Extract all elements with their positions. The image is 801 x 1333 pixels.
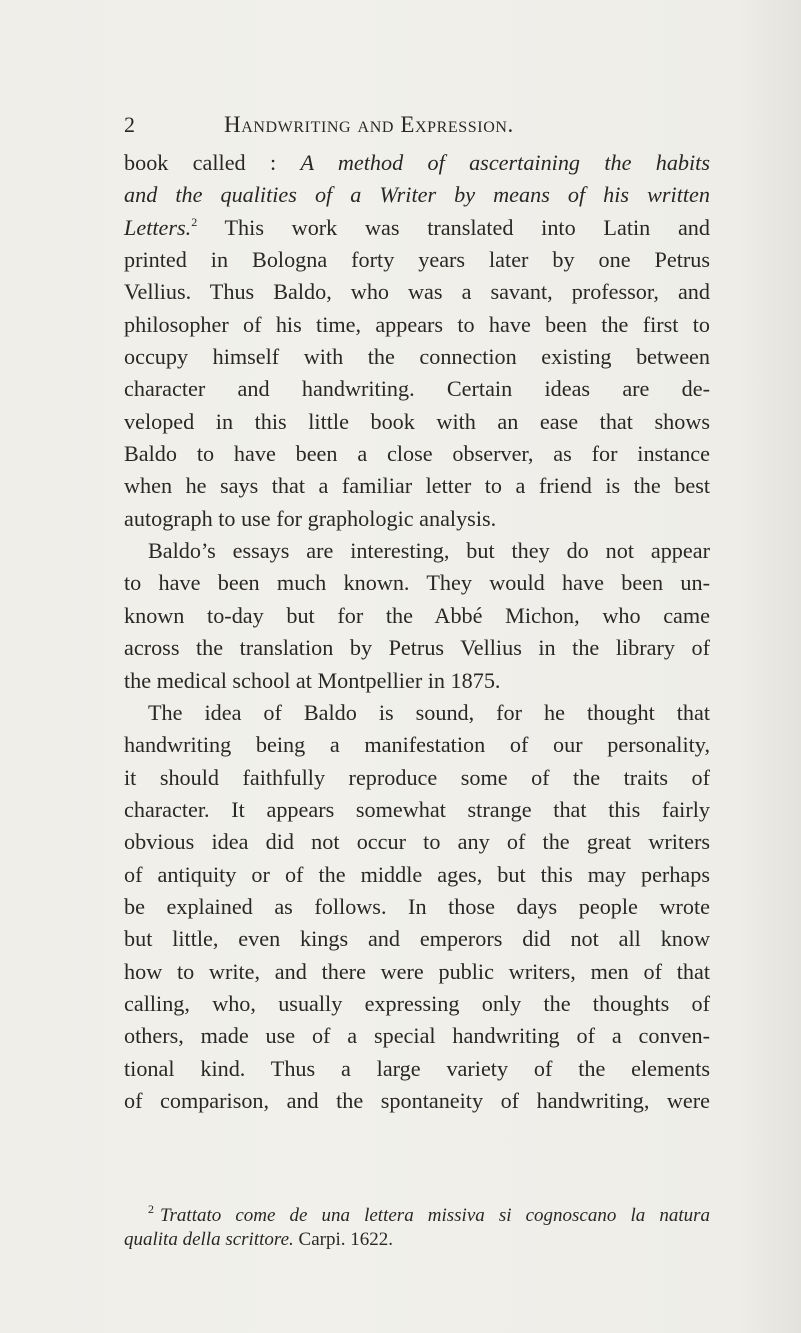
text-line: veloped in this little book with an ease that shows [124,408,710,434]
text-line: Vellius. Thus Baldo, who was a savant, professor, and [124,279,710,305]
text-line: how to write, and there were public writers, men of that [124,958,710,984]
text-line: it should faithfully reproduce some of the traits of [124,764,710,790]
footnote-reference: 2 [191,214,198,229]
text-line: tional kind. Thus a large variety of the elements [124,1055,710,1081]
page-header [124,112,704,142]
text-line: character. It appears somewhat strange that this fairly [124,796,710,822]
page-number: 2 [124,112,136,137]
text-line: handwriting being a manifestation of our personality, [124,732,710,758]
text-line: character and handwriting. Certain ideas are de- [124,376,710,402]
text-line: Baldo’s essays are interesting, but they do not appear [148,538,710,564]
text-line: Letters.$^2$ This work was translated into Latin and [124,214,710,240]
text-line: The idea of Baldo is sound, for he thought that [148,699,710,725]
text-line: philosopher of his time, appears to have been the first to [124,311,710,337]
text-line: others, made use of a special handwriting of a conven- [124,1023,710,1049]
text-line: calling, who, usually expressing only the thoughts of [124,990,710,1016]
footnote-line: qualita della scrittore. Carpi. 1622. [124,1229,393,1250]
text-line: when he says that a familiar letter to a friend is the best [124,473,710,499]
text-line: autograph to use for graphologic analysis. [124,505,497,531]
text-line: obvious idea did not occur to any of the great writers [124,829,710,855]
text-line: of comparison, and the spontaneity of handwriting, were [124,1087,710,1113]
text-line: be explained as follows. In those days people wrote [124,893,710,919]
text-line: the medical school at Montpellier in 1875. [124,667,501,693]
text-line: book called : A method of ascertaining the habits [124,150,710,175]
footnote [124,1204,710,1252]
text-line: across the translation by Petrus Vellius in the library of [124,635,710,661]
text-line: to have been much known. They would have been un- [124,570,710,596]
body-text [124,147,710,1117]
text-line: of antiquity or of the middle ages, but this may perhaps [124,861,710,887]
footnote-mark: 2 [148,1202,154,1216]
text-line: printed in Bologna forty years later by one Petrus [124,247,710,273]
running-head: Handwriting and Expression. [224,112,514,137]
text-line: and the qualities of a Writer by means of his written [124,182,710,208]
text-line: known to-day but for the Abbé Michon, who came [124,602,710,628]
text-line: occupy himself with the connection existing between [124,344,710,370]
text-line: but little, even kings and emperors did not all know [124,926,710,952]
footnote-line: $^2$ Trattato come de una lettera missiva si cognoscano la natura [148,1202,710,1226]
text-line: Baldo to have been a close observer, as for instance [124,441,710,467]
